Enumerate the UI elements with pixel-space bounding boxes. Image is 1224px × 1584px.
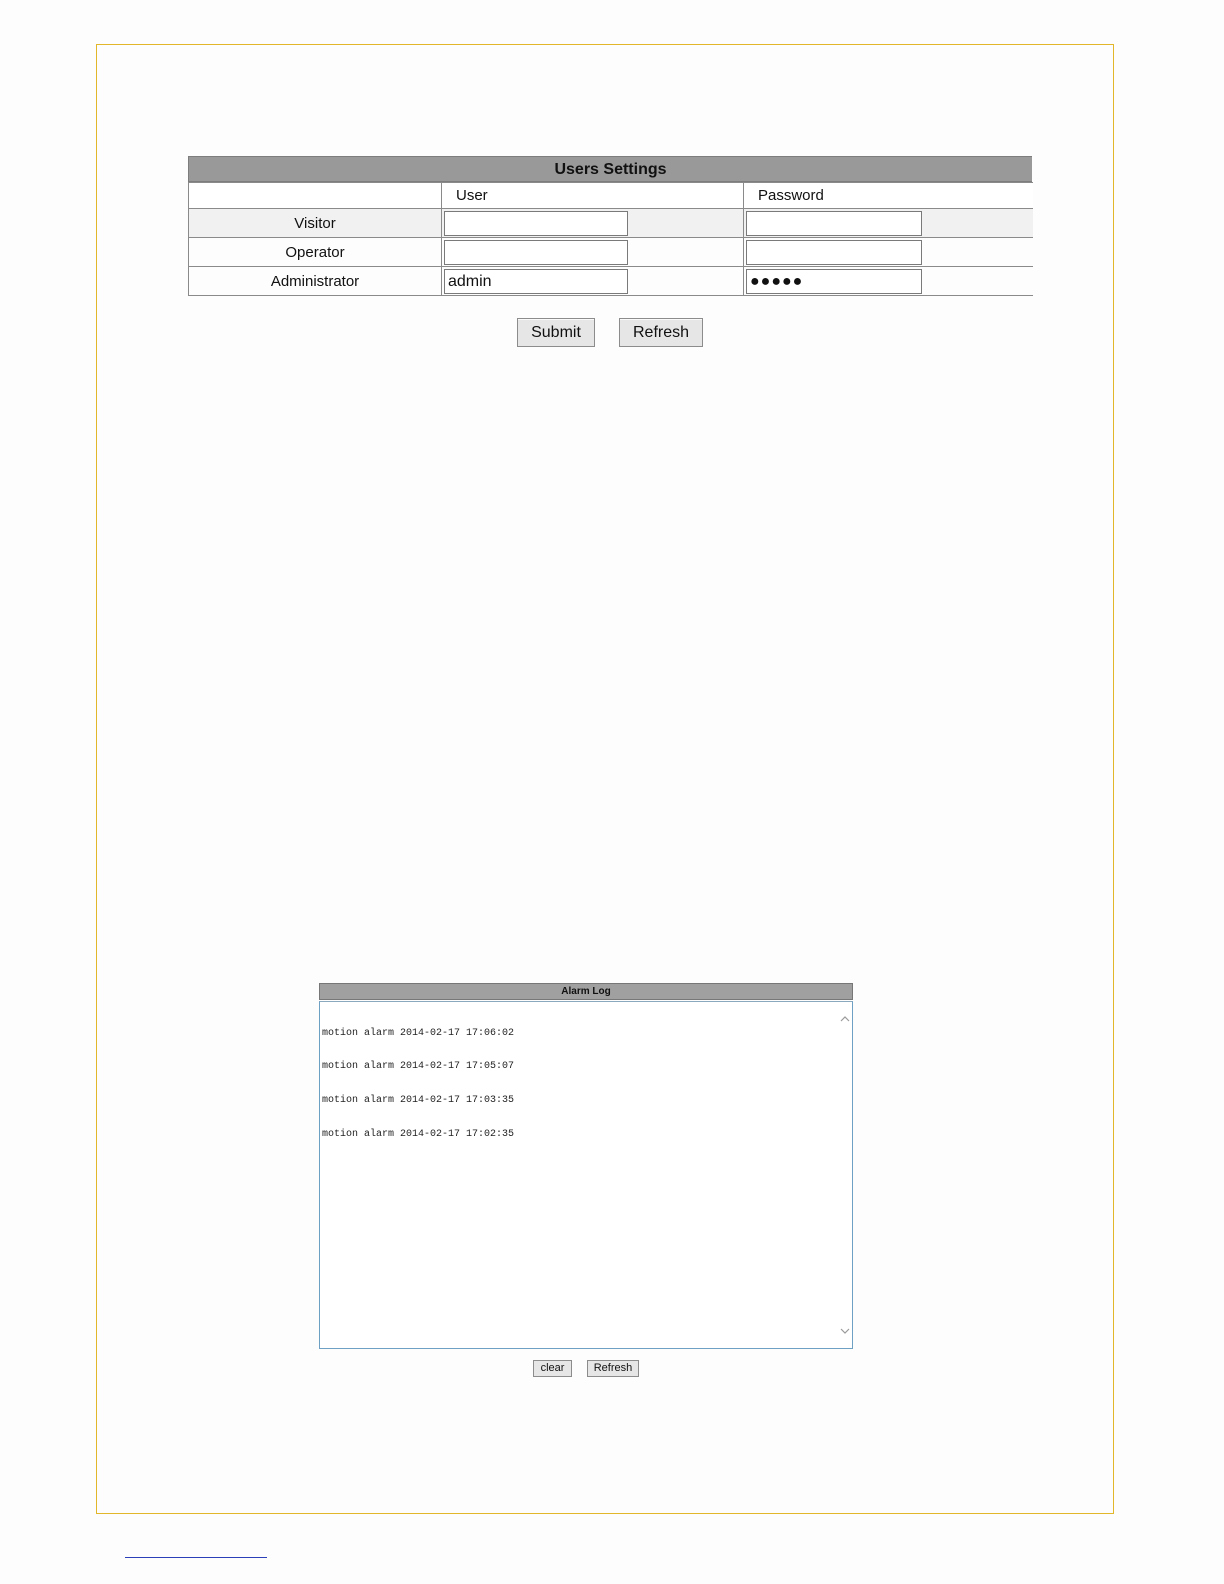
table-row-administrator	[189, 267, 1033, 296]
user-column-header: User	[442, 183, 744, 209]
visitor-user-input[interactable]	[444, 211, 628, 236]
alarm-refresh-button[interactable]: Refresh	[587, 1360, 639, 1377]
chevron-up-icon[interactable]	[840, 1014, 850, 1024]
administrator-password-input[interactable]: ●●●●●	[746, 269, 922, 294]
operator-user-input[interactable]	[444, 240, 628, 265]
administrator-user-input[interactable]: admin	[444, 269, 628, 294]
visitor-password-input[interactable]	[746, 211, 922, 236]
visitor-label: Visitor	[189, 209, 442, 238]
list-item: motion alarm 2014-02-17 17:06:02	[322, 1027, 515, 1039]
footer-rule	[125, 1557, 267, 1558]
submit-button[interactable]: Submit	[517, 318, 595, 347]
role-column-header	[189, 183, 442, 209]
alarm-log-textarea[interactable]	[319, 1001, 853, 1349]
alarm-log-title: Alarm Log	[319, 983, 853, 1000]
list-item: motion alarm 2014-02-17 17:02:35	[322, 1129, 515, 1141]
table-row-operator	[189, 238, 1033, 267]
chevron-down-icon[interactable]	[840, 1326, 850, 1336]
alarm-log-entries	[322, 1005, 514, 1163]
list-item: motion alarm 2014-02-17 17:05:07	[322, 1061, 515, 1073]
list-item: motion alarm 2014-02-17 17:03:35	[322, 1095, 515, 1107]
password-column-header: Password	[744, 183, 1033, 209]
operator-label: Operator	[189, 238, 442, 267]
operator-password-input[interactable]	[746, 240, 922, 265]
table-row-visitor	[189, 209, 1033, 238]
users-table-header-row	[189, 183, 1033, 209]
clear-button[interactable]: clear	[533, 1360, 572, 1377]
users-refresh-button[interactable]: Refresh	[619, 318, 703, 347]
alarm-log-panel	[319, 983, 853, 1349]
users-settings-title: Users Settings	[188, 156, 1032, 182]
administrator-label: Administrator	[189, 267, 442, 296]
users-table	[188, 182, 1033, 296]
users-settings-panel	[188, 156, 1032, 296]
